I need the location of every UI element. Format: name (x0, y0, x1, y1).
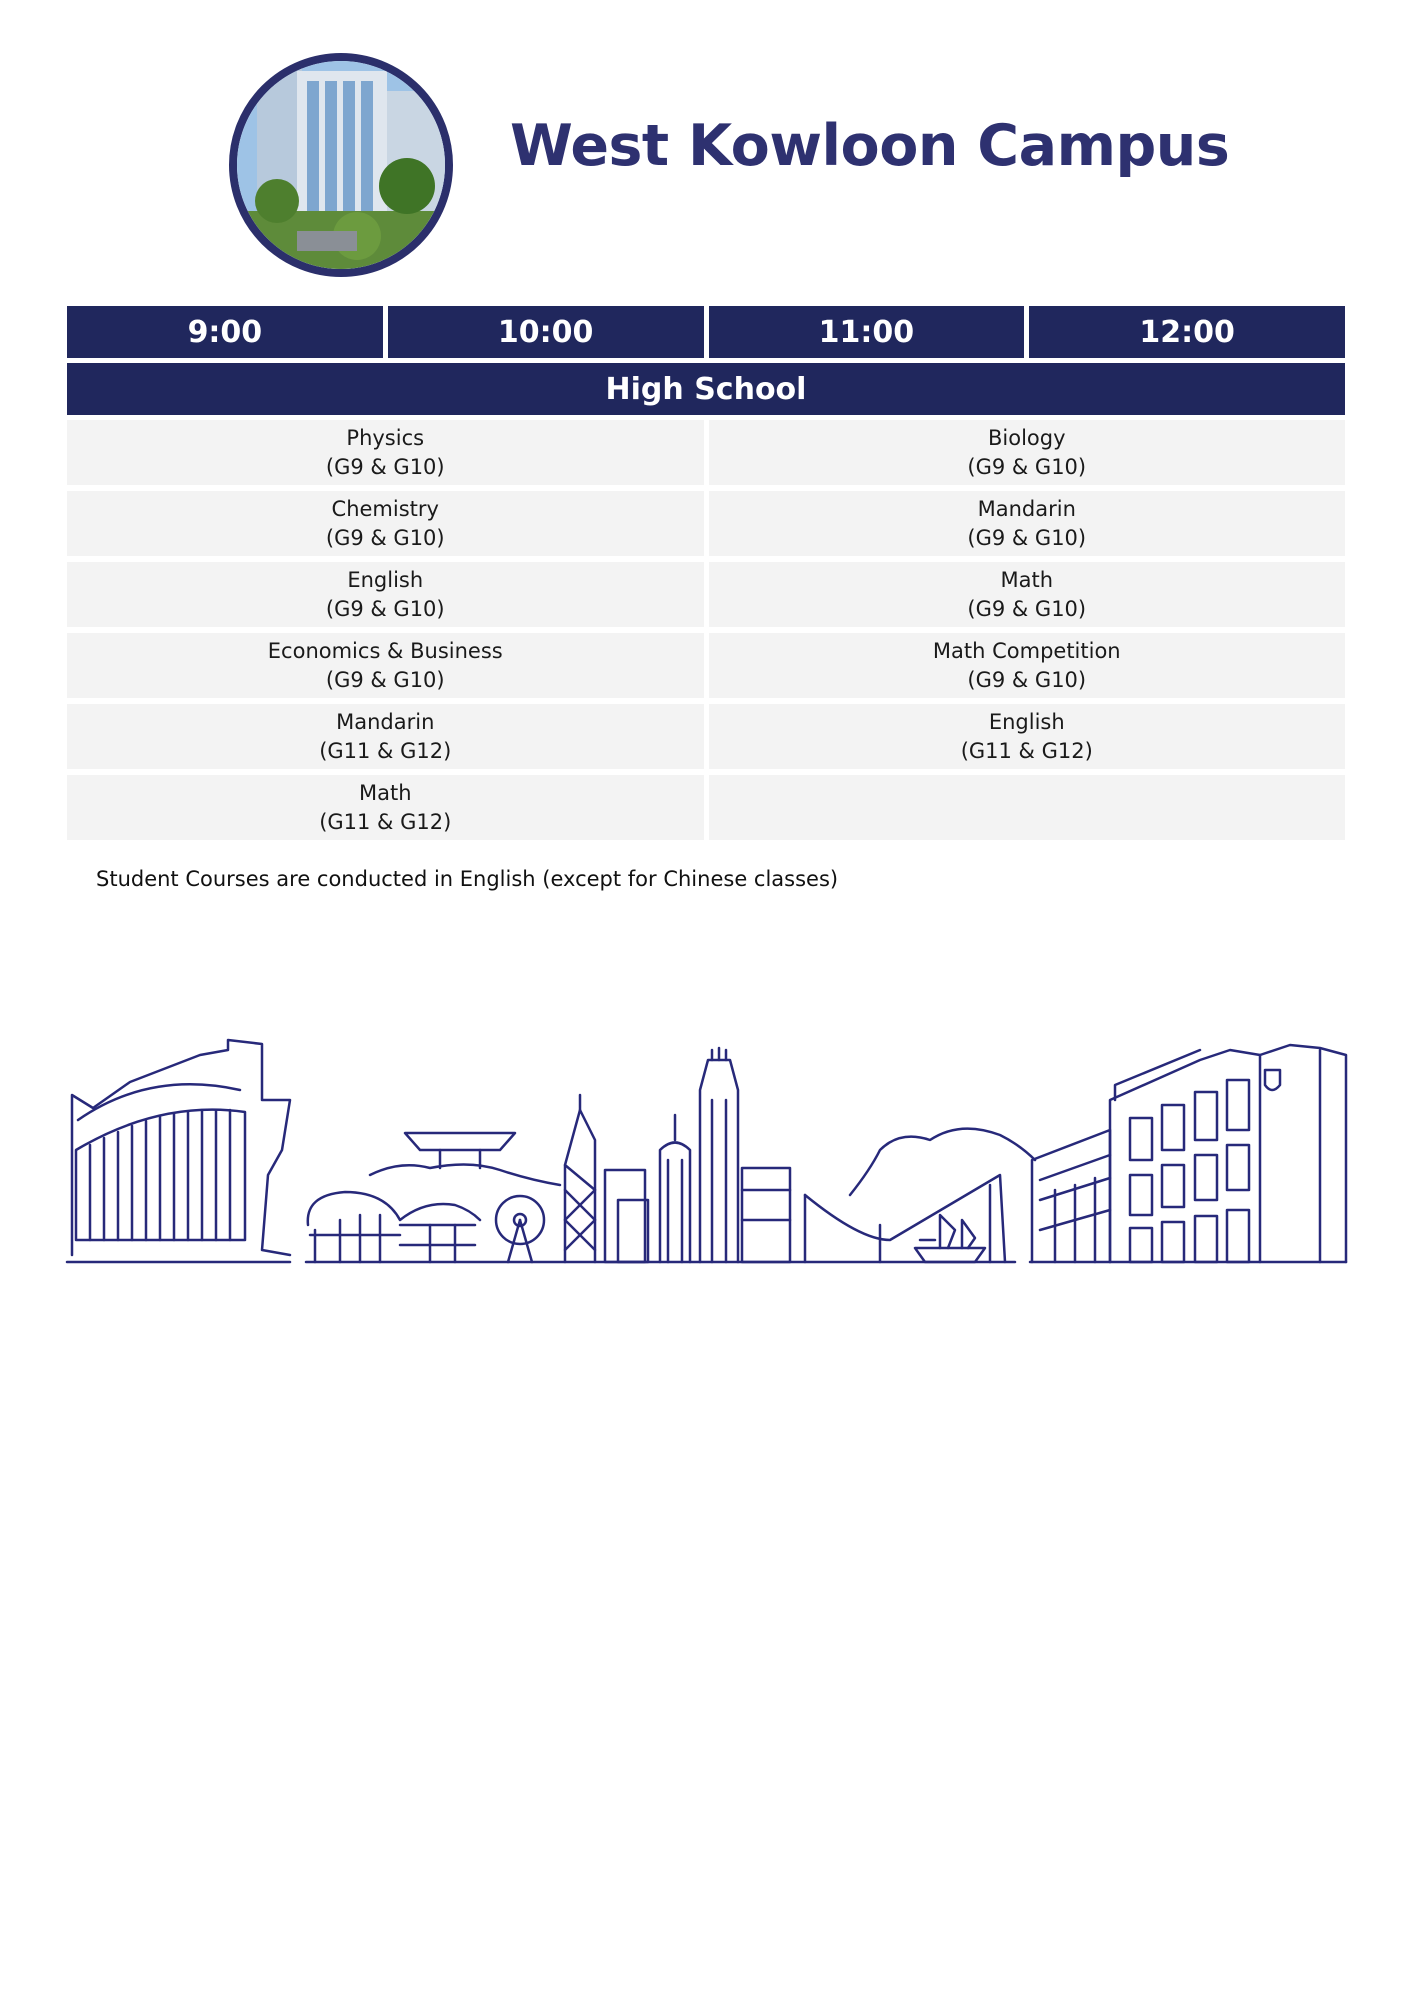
course-grades: (G11 & G12) (319, 738, 452, 763)
course-grades: (G11 & G12) (960, 738, 1093, 763)
course-subject: Math (358, 780, 412, 805)
course-cell (67, 562, 704, 627)
course-subject: Mandarin (977, 496, 1076, 521)
course-cell (709, 704, 1346, 769)
course-grades: (G9 & G10) (967, 667, 1087, 692)
course-subject: Chemistry (331, 496, 439, 521)
time-slot: 11:00 (709, 306, 1025, 358)
course-grades: (G11 & G12) (319, 809, 452, 834)
course-subject: English (347, 567, 424, 592)
course-cell (709, 491, 1346, 556)
course-subject: English (988, 709, 1065, 734)
campus-title: West Kowloon Campus (510, 113, 1230, 179)
course-cell (67, 491, 704, 556)
time-header-row (67, 306, 1345, 358)
time-slot: 10:00 (388, 306, 704, 358)
course-subject: Physics (346, 425, 425, 450)
skyline-illustration (0, 1030, 1414, 1270)
course-subject: Math Competition (932, 638, 1121, 663)
course-cell (709, 633, 1346, 698)
course-grades: (G9 & G10) (325, 667, 445, 692)
course-cell (67, 775, 704, 840)
course-cell (67, 704, 704, 769)
course-cell (67, 633, 704, 698)
time-slot: 12:00 (1029, 306, 1345, 358)
course-grades: (G9 & G10) (325, 525, 445, 550)
course-grades: (G9 & G10) (967, 596, 1087, 621)
course-subject: Biology (987, 425, 1066, 450)
course-cell (709, 420, 1346, 485)
course-grades: (G9 & G10) (325, 596, 445, 621)
course-subject: Economics & Business (267, 638, 503, 663)
course-subject: Math (1000, 567, 1054, 592)
course-grades: (G9 & G10) (325, 454, 445, 479)
course-grid (67, 420, 1345, 840)
campus-photo (229, 53, 453, 277)
course-cell (67, 420, 704, 485)
course-cell-empty (709, 775, 1346, 840)
course-cell (709, 562, 1346, 627)
course-grades: (G9 & G10) (967, 525, 1087, 550)
course-subject: Mandarin (336, 709, 435, 734)
language-note: Student Courses are conducted in English (except for Chinese classes) (96, 867, 839, 891)
section-heading: High School (67, 363, 1345, 415)
time-slot: 9:00 (67, 306, 383, 358)
course-grades: (G9 & G10) (967, 454, 1087, 479)
